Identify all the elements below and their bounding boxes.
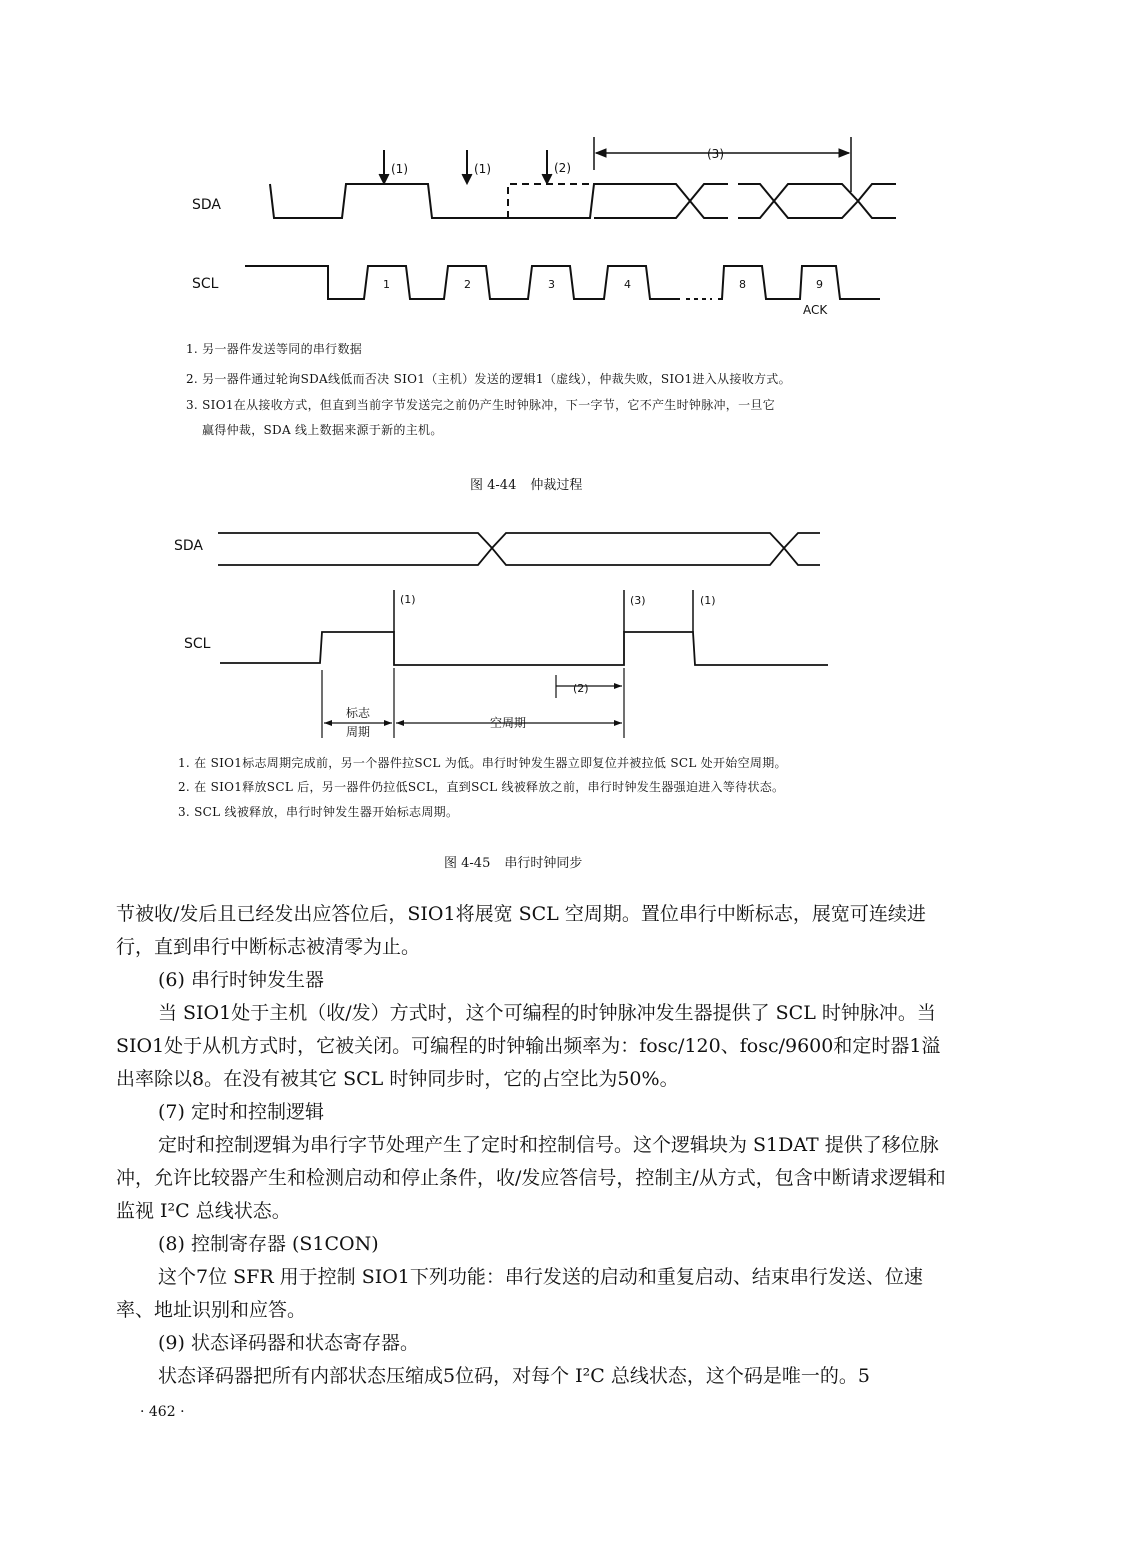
figure-45-note-3: 3. SCL 线被释放，串行时钟发生器开始标志周期。 <box>178 805 459 819</box>
marker-1a: (1) <box>391 162 408 176</box>
clock-number: 2 <box>464 278 471 291</box>
caption-title: 串行时钟同步 <box>504 856 583 871</box>
clock-number: 1 <box>383 278 390 291</box>
marker-3: (3) <box>707 147 724 161</box>
paragraph: 节被收/发后且已经发出应答位后，SIO1将展宽 SCL 空周期。置位串行中断标志，展宽可连续进行，直到串行中断标志被清零为止。 <box>116 903 926 958</box>
section-heading: (6) 串行时钟发生器 <box>158 969 324 991</box>
marker-1b: (1) <box>700 594 716 607</box>
figure-44-caption <box>470 474 582 493</box>
scl-waveform <box>245 266 680 299</box>
page-number: · 462 · <box>140 1404 185 1420</box>
sda-label-45: SDA <box>174 538 203 554</box>
clock-number: 9 <box>816 278 823 291</box>
paragraph: 定时和控制逻辑为串行字节处理产生了定时和控制信号。这个逻辑块为 S1DAT 提供了移位脉冲，允许比较器产生和检测启动和停止条件，收/发应答信号，控制主/从方式，包含中断请求逻辑和监视 I²C 总线状态。 <box>116 1134 946 1222</box>
marker-1b: (1) <box>474 162 491 176</box>
figure-44-note-3-cont: 赢得仲裁，SDA 线上数据来源于新的主机。 <box>202 423 443 437</box>
caption-number: 图 4-44 <box>470 478 517 493</box>
flag-period-bottom: 周期 <box>346 725 371 739</box>
marker-1: (1) <box>400 593 416 606</box>
marker-2: (2) <box>554 161 571 175</box>
paragraph: 这个7位 SFR 用于控制 SIO1下列功能：串行发送的启动和重复启动、结束串行发送、位速率、地址识别和应答。 <box>116 1266 923 1321</box>
clock-number: 3 <box>548 278 555 291</box>
sda-label-44: SDA <box>192 197 221 213</box>
paragraph: 状态译码器把所有内部状态压缩成5位码，对每个 I²C 总线状态，这个码是唯一的。5 <box>158 1365 870 1387</box>
figure-45-note-2: 2. 在 SIO1释放SCL 后，另一器件仍拉低SCL，直到SCL 线被释放之前，串行时钟发生器强迫进入等待状态。 <box>178 780 785 794</box>
figure-4-45-timing-diagram <box>0 510 1122 770</box>
marker-3: (3) <box>630 594 646 607</box>
marker-2: (2) <box>573 682 589 695</box>
caption-title: 仲裁过程 <box>530 478 583 493</box>
figure-44-note-3: 3. SIO1在从接收方式，但直到当前字节发送完之前仍产生时钟脉冲，下一字节，它不产生时钟脉冲，一旦它 <box>186 398 776 412</box>
figure-45-caption <box>444 852 582 871</box>
scl-waveform-45 <box>220 632 828 665</box>
sda-waveform <box>270 184 508 218</box>
clock-number: 8 <box>739 278 746 291</box>
scl-label-45: SCL <box>184 636 211 652</box>
figure-44-note-2: 2. 另一器件通过轮询SDA线低而否决 SIO1（主机）发送的逻辑1（虚线），仲裁失败，SIO1进入从接收方式。 <box>186 372 791 386</box>
ack-label: ACK <box>803 303 828 317</box>
sda-waveform-data <box>508 184 690 218</box>
sda-bus <box>218 533 820 565</box>
clock-number: 4 <box>624 278 631 291</box>
section-heading: (9) 状态译码器和状态寄存器。 <box>158 1332 419 1354</box>
sda-dashed-logic1 <box>508 184 590 218</box>
figure-4-44-timing-diagram <box>0 0 1122 330</box>
flag-period-top: 标志 <box>346 706 371 720</box>
section-heading: (8) 控制寄存器 (S1CON) <box>158 1233 379 1255</box>
scl-label-44: SCL <box>192 276 219 292</box>
body-text <box>116 898 946 1393</box>
caption-number: 图 4-45 <box>444 856 491 871</box>
idle-period: 空周期 <box>490 716 527 730</box>
paragraph: 当 SIO1处于主机（收/发）方式时，这个可编程的时钟脉冲发生器提供了 SCL 时钟脉冲。当 SIO1处于从机方式时，它被关闭。可编程的时钟输出频率为：fosc/120、fosc/9600和定时器1溢出率除以8。在没有被其它 SCL 时钟同步时，它的占空比为50%。 <box>116 1002 941 1090</box>
figure-44-note-1: 1. 另一器件发送等同的串行数据 <box>186 342 363 356</box>
section-heading: (7) 定时和控制逻辑 <box>158 1101 324 1123</box>
figure-45-note-1: 1. 在 SIO1标志周期完成前，另一个器件拉SCL 为低。串行时钟发生器立即复位并被拉低 SCL 处开始空周期。 <box>178 756 787 770</box>
